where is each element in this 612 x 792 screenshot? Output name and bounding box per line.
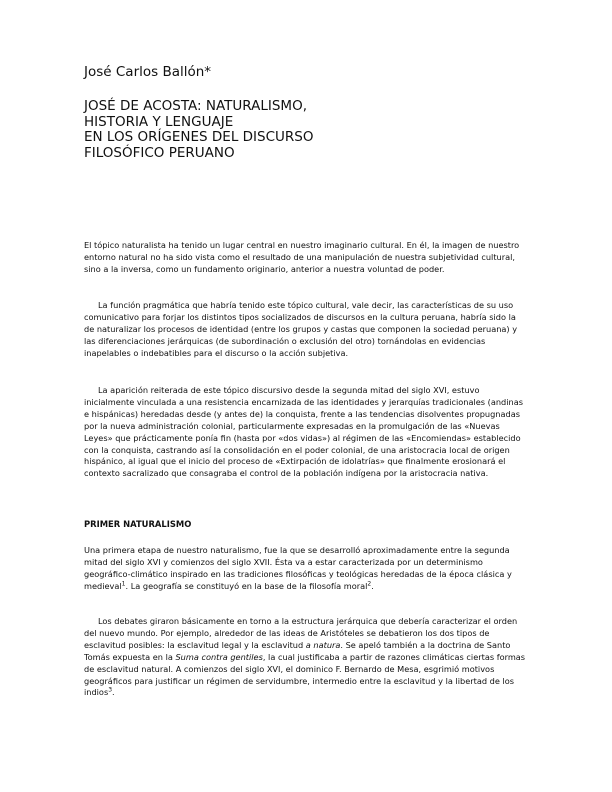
paragraph-5-a: Los debates giraron básicamente en torno a la estructura jerárquica que debería caracterizar el orden del nuevo mundo. Por ejemplo, alrededor de las ideas de Aristóteles se debatieron los dos tipos de esclavitud posibles: la esclavitud legal y la esclavitud	[84, 616, 518, 650]
paragraph-5-em-2: Suma contra gentiles	[175, 651, 263, 662]
paragraph-1	[84, 240, 528, 276]
paragraph-4-mid: . La geografía se constituyó en la base de la filosofía moral	[125, 580, 368, 591]
paragraph-5-em-1: a natura	[305, 639, 341, 650]
paragraph-text	[84, 545, 528, 593]
paragraph-4	[84, 545, 528, 593]
paragraph-2	[84, 300, 528, 360]
paragraph-text	[84, 616, 528, 699]
paragraph-4-main: Una primera etapa de nuestro naturalismo, fue la que se desarrolló aproximadamente entre la segunda mitad del siglo XVI y comienzos del siglo XVII. Ésta va a estar caracterizada por un determinismo geográfico-climático inspirado en las tradiciones filosóficas y teológicas heredadas de la época clásica y medieval	[84, 545, 512, 591]
paragraph-text: La función pragmática que habría tenido este tópico cultural, vale decir, las características de su uso comunicativo para forjar los distintos tipos socializados de discursos en la cultura peruana, habría sido la de naturalizar los procesos de identidad (entre los grupos y castas que componen la sociedad peruana) y las diferenciaciones jerárquicas (de subordinación o exclusión del otro) tornándolas en evidencias inapelables o indebatibles para el discurso o la acción subjetiva.	[84, 300, 518, 358]
paragraph-3	[84, 385, 528, 480]
title-line-1: JOSÉ DE ACOSTA: NATURALISMO,	[84, 98, 307, 114]
paragraph-4-end: .	[371, 580, 374, 591]
footnote-ref-2[interactable]: 2	[367, 579, 372, 587]
paragraph-text: La aparición reiterada de este tópico discursivo desde la segunda mitad del siglo XVI, estuvo inicialmente vinculada a una resistencia encarnizada de las identidades y jerarquías tradicionales (andinas e hispánicas) heredadas desde (y antes de) la conquista, frente a las tendencias disolventes propugnadas por la nueva administración colonial, particularmente expresadas en la promulgación de las «Nuevas Leyes» que prácticamente ponía fin (hasta por «dos vidas») al régimen de las «Encomiendas» establecido con la conquista, castrando así la consolidación en el poder colonial, de una aristocracia local de origen hispánico, al igual que el inicio del proceso de «Extirpación de idolatrías» que finalmente erosionará el contexto sacralizado que consagraba el control de la población indígena por la aristocracia nativa.	[84, 385, 524, 479]
footnote-ref-3[interactable]: 3	[108, 686, 113, 694]
paragraph-text: El tópico naturalista ha tenido un lugar central en nuestro imaginario cultural. En él, la imagen de nuestro entorno natural no ha sido vista como el resultado de una manipulación de nuestra subjetividad cultural, sino a la inversa, como un fundamento originario, anterior a nuestra voluntad de poder.	[84, 240, 520, 274]
title-line-2: HISTORIA Y LENGUAJE	[84, 113, 234, 130]
author-name: José Carlos Ballón*	[84, 64, 212, 80]
title-line-4: FILOSÓFICO PERUANO	[84, 144, 235, 161]
paragraph-5-b: . Se apeló también a la doctrina de Santo Tomás expuesta en la	[84, 639, 511, 662]
paragraph-5	[84, 616, 528, 699]
article-title	[84, 99, 524, 161]
paragraph-5-c: , la cual justificaba a partir de razones climáticas ciertas formas de esclavitud natural. A comienzos del siglo XVI, el dominico F. Bernardo de Mesa, esgrimió motivos geográficos para justificar un régimen de servidumbre, intermedio entre la esclavitud y la libertad de los indios	[84, 651, 526, 698]
title-line-3: EN LOS ORÍGENES DEL DISCURSO	[84, 129, 314, 145]
paragraph-5-end: .	[112, 687, 115, 698]
footnote-ref-1[interactable]: 1	[121, 579, 126, 587]
section-heading: PRIMER NATURALISMO	[84, 519, 192, 529]
